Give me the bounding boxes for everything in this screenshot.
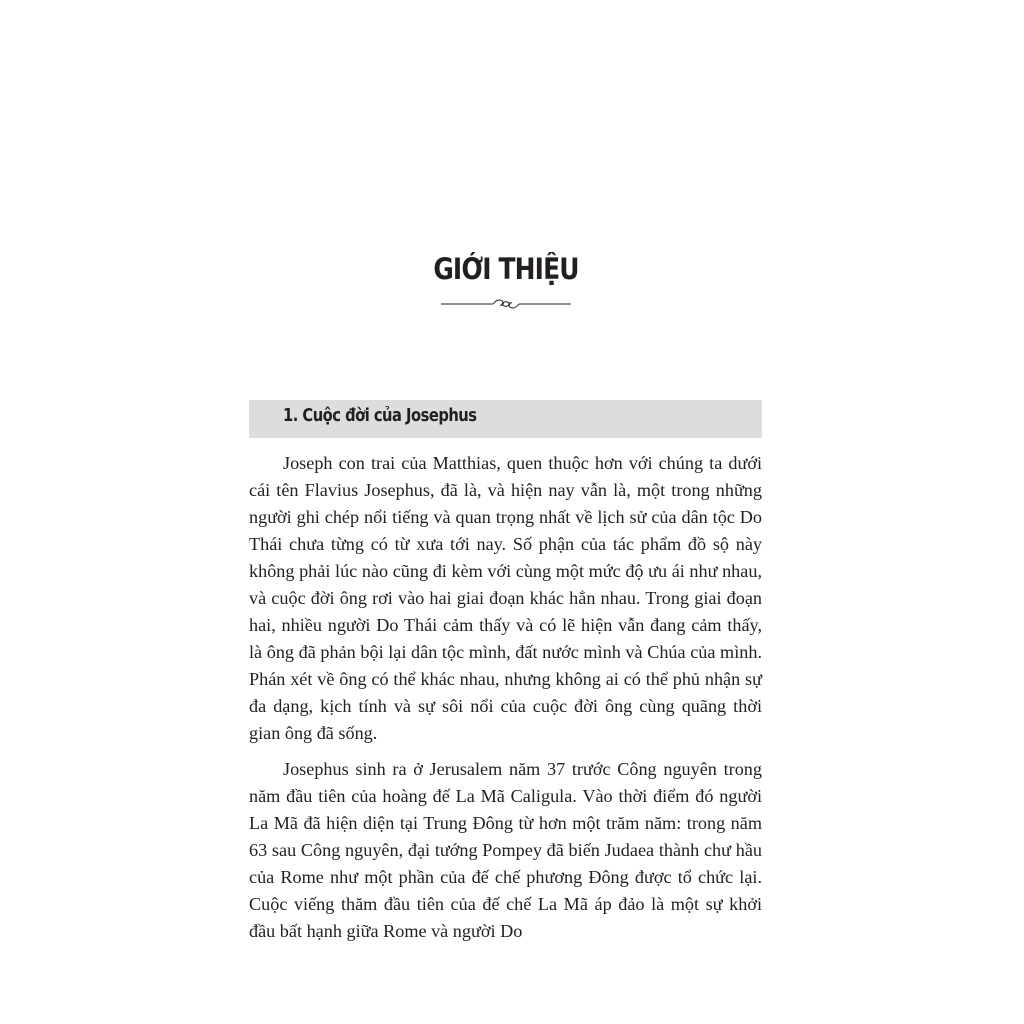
paragraph: Josephus sinh ra ở Jerusalem năm 37 trước Công nguyên trong năm đầu tiên của hoàng đế La Mã Caligula. Vào thời điểm đó người La Mã đã hiện diện tại Trung Đông từ hơn một trăm năm: trong năm 63 sau Công nguyên, đại tướng Pompey đã biến Judaea thành chư hầu của Rome như một phần của đế chế phương Đông được tổ chức lại. Cuộc viếng thăm đầu tiên của đế chế La Mã áp đảo là một sự khởi đầu bất hạnh giữa Rome và người Do [249,759,762,941]
section-heading-band [249,400,762,438]
section-heading: 1. Cuộc đời của Josephus [283,406,477,426]
chapter-title: GIỚI THIỆU [433,252,579,286]
body-text [249,450,762,945]
ornament-divider-icon [441,296,571,312]
paragraph: Joseph con trai của Matthias, quen thuộc hơn với chúng ta dưới cái tên Flavius Josephus, đã là, và hiện nay vẫn là, một trong những người ghi chép nổi tiếng và quan trọng nhất về lịch sử của dân tộc Do Thái chưa từng có từ xưa tới nay. Số phận của tác phẩm đồ sộ này không phải lúc nào cũng đi kèm với cùng một mức độ ưu ái như nhau, và cuộc đời ông rơi vào hai giai đoạn khác hẳn nhau. Trong giai đoạn hai, nhiều người Do Thái cảm thấy và có lẽ hiện vẫn đang cảm thấy, là ông đã phản bội lại dân tộc mình, đất nước mình và Chúa của mình. Phán xét về ông có thể khác nhau, nhưng không ai có thể phủ nhận sự đa dạng, kịch tính và sự sôi nổi của cuộc đời ông cùng quãng thời gian ông đã sống. [249,453,762,743]
